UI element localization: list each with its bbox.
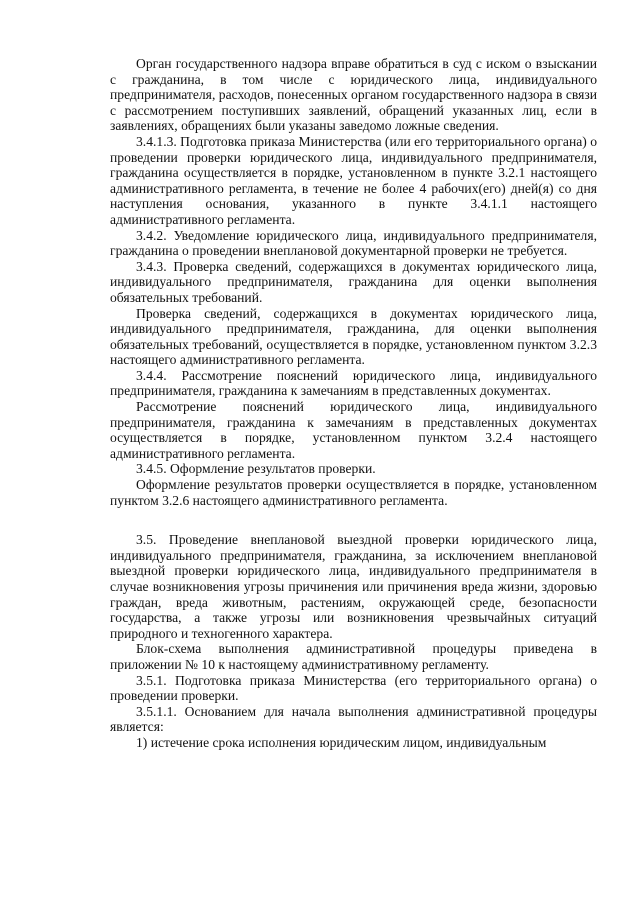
paragraph: 3.4.3. Проверка сведений, содержащихся в документах юридического лица, индивидуального предпринимателя, гражданина для оценки выполнения обязательных требований. (110, 258, 597, 305)
paragraph: 3.5.1. Подготовка приказа Министерства (его территориального органа) о проведении проверки. (110, 672, 597, 704)
paragraph: 3.4.2. Уведомление юридического лица, индивидуального предпринимателя, гражданина о проведении внеплановой документарной проверки не требуется. (110, 227, 597, 259)
paragraph: Проверка сведений, содержащихся в документах юридического лица, индивидуального предпринимателя, гражданина, для оценки выполнения обязательных требований, осуществляется в порядке, установленном пунктом 3.2.3 настоящего административного регламента. (110, 305, 597, 368)
paragraph: Орган государственного надзора вправе обратиться в суд с иском о взыскании с гражданина, в том числе с юридического лица, индивидуального предпринимателя, расходов, понесенных органом государственного надзора в связи с рассмотрением поступивших заявлений, обращений указанных лиц, если в заявлениях, обращениях были указаны заведомо ложные сведения. (110, 56, 597, 134)
section-heading-paragraph: 3.5. Проведение внеплановой выездной проверки юридического лица, индивидуального предпринимателя, гражданина, за исключением внеплановой выездной проверки юридического лица, индивидуального предпринимателя в случае возникновения угрозы причинения или причинения вреда жизни, здоровью граждан, вреда животным, растениям, окружающей среде, безопасности государства, а также угрозы или возникновения чрезвычайных ситуаций природного и техногенного характера. (110, 532, 597, 641)
paragraph: Блок-схема выполнения административной процедуры приведена в приложении № 10 к настоящему административному регламенту. (110, 641, 597, 672)
paragraph: 3.4.1.3. Подготовка приказа Министерства (или его территориального органа) о проведении проверки юридического лица, индивидуального предпринимателя, гражданина осуществляется в порядке, установленном в пункте 3.2.1 настоящего административного регламента, в течение не более 4 рабочих(его) дней(я) со дня наступления основания, указанного в пункте 3.4.1.1 настоящего административного регламента. (110, 133, 597, 227)
paragraph: 3.4.4. Рассмотрение пояснений юридического лица, индивидуального предпринимателя, гражданина к замечаниям в представленных документах. (110, 367, 597, 399)
paragraph: Рассмотрение пояснений юридического лица, индивидуального предпринимателя, гражданина к замечаниям в представленных документах осуществляется в порядке, установленном пунктом 3.2.4 настоящего административного регламента. (110, 399, 597, 461)
paragraph: 3.4.5. Оформление результатов проверки. (136, 461, 376, 477)
paragraph: 1) истечение срока исполнения юридическим лицом, индивидуальным (136, 734, 547, 750)
section-spacer (110, 508, 597, 532)
paragraph: 3.5.1.1. Основанием для начала выполнения административной процедуры является: (110, 703, 597, 735)
paragraph: Оформление результатов проверки осуществляется в порядке, установленном пунктом 3.2.6 настоящего административного регламента. (110, 477, 597, 508)
